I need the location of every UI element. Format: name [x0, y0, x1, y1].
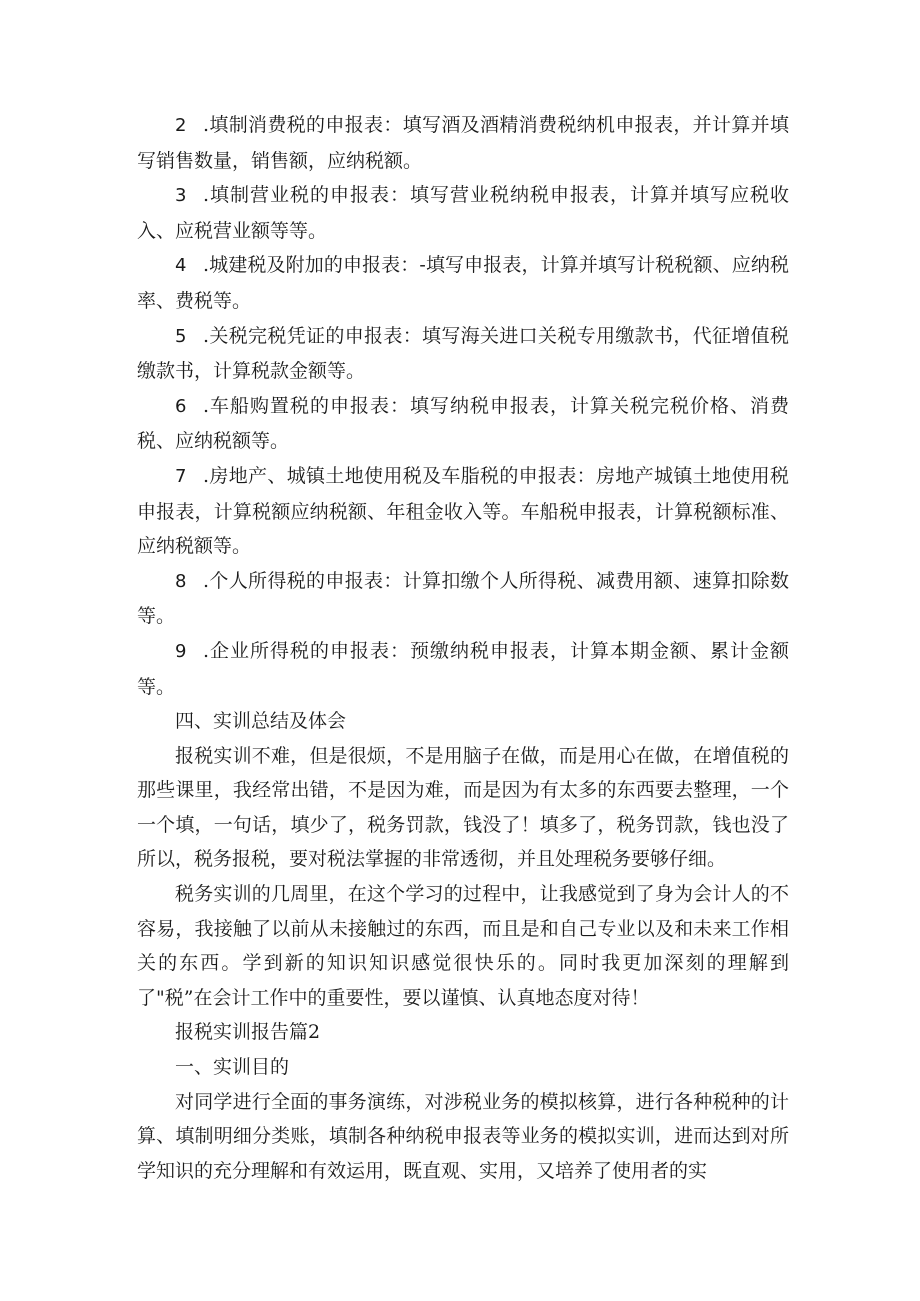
list-item: [137, 564, 789, 634]
list-item: [137, 178, 789, 248]
purpose-paragraph: 对同学进行全面的事务演练，对涉税业务的模拟核算，进行各种税种的计算、填制明细分类账，填制各种纳税申报表等业务的模拟实训，进而达到对所学知识的充分理解和有效运用，既直观、实用，又培养了使用者的实: [137, 1090, 789, 1182]
document-body: [137, 108, 789, 1188]
item-number: 2: [175, 115, 187, 136]
item-number: 8: [175, 570, 187, 592]
item-number: 9: [175, 640, 187, 662]
report-2-title: 报税实训报告篇2: [175, 1021, 321, 1044]
summary-paragraph-1: 报税实训不难，但是很烦，不是用脑子在做，而是用心在做，在增值税的那些课里，我经常出错，不是因为难，而是因为有太多的东西要去整理，一个一个填，一句话，填少了，税务罚款，钱没了！填多了，税务罚款，钱也没了所以，税务报税，要对税法掌握的非常透彻，并且处理税务要够仔细。: [137, 744, 789, 871]
item-number: 3: [175, 185, 187, 207]
item-text: .房地产、城镇土地使用税及车脂税的申报表：房地产城镇土地使用税申报表，计算税额应纳税额、年租金收入等。车船税申报表，计算税额标准、应纳税额等。: [137, 464, 789, 558]
summary-paragraph-2: 税务实训的几周里，在这个学习的过程中，让我感觉到了身为会计人的不容易，我接触了以前从未接触过的东西，而且是和自己专业以及和未来工作相关的东西。学到新的知识知识感觉很快乐的。同时我更加深刻的理解到了"税”在会计工作中的重要性，要以谨慎、认真地态度对待！: [137, 883, 789, 1009]
item-text: .企业所得税的申报表：预缴纳税申报表，计算本期金额、累计金额等。: [137, 639, 789, 698]
section-heading-purpose: 一、实训目的: [175, 1056, 290, 1079]
list-item: [137, 248, 789, 318]
item-text: .城建税及附加的申报表：-填写申报表，计算并填写计税税额、应纳税率、费税等。: [137, 254, 789, 312]
item-text: .填制营业税的申报表：填写营业税纳税申报表，计算并填写应税收入、应税营业额等等。: [137, 184, 789, 242]
list-item: [137, 389, 789, 459]
list-item: [137, 108, 789, 178]
list-item: [137, 459, 789, 564]
item-text: .关税完税凭证的申报表：填写海关进口关税专用缴款书，代征增值税缴款书，计算税款金额等。: [137, 324, 789, 383]
item-text: .个人所得税的申报表：计算扣缴个人所得税、减费用额、速算扣除数等。: [137, 569, 789, 628]
section-heading-summary: 四、实训总结及体会: [175, 710, 347, 733]
list-item: [137, 634, 789, 704]
item-number: 4: [175, 255, 187, 277]
item-number: 6: [175, 395, 187, 417]
list-item: [137, 319, 789, 389]
item-number: 5: [175, 325, 187, 347]
item-text: .填制消费税的申报表：填写酒及酒精消费税纳机申报表，并计算并填写销售数量，销售额，应纳税额。: [137, 114, 789, 172]
item-number: 7: [175, 465, 187, 487]
item-text: .车船购置税的申报表：填写纳税申报表，计算关税完税价格、消费税、应纳税额等。: [137, 394, 789, 453]
